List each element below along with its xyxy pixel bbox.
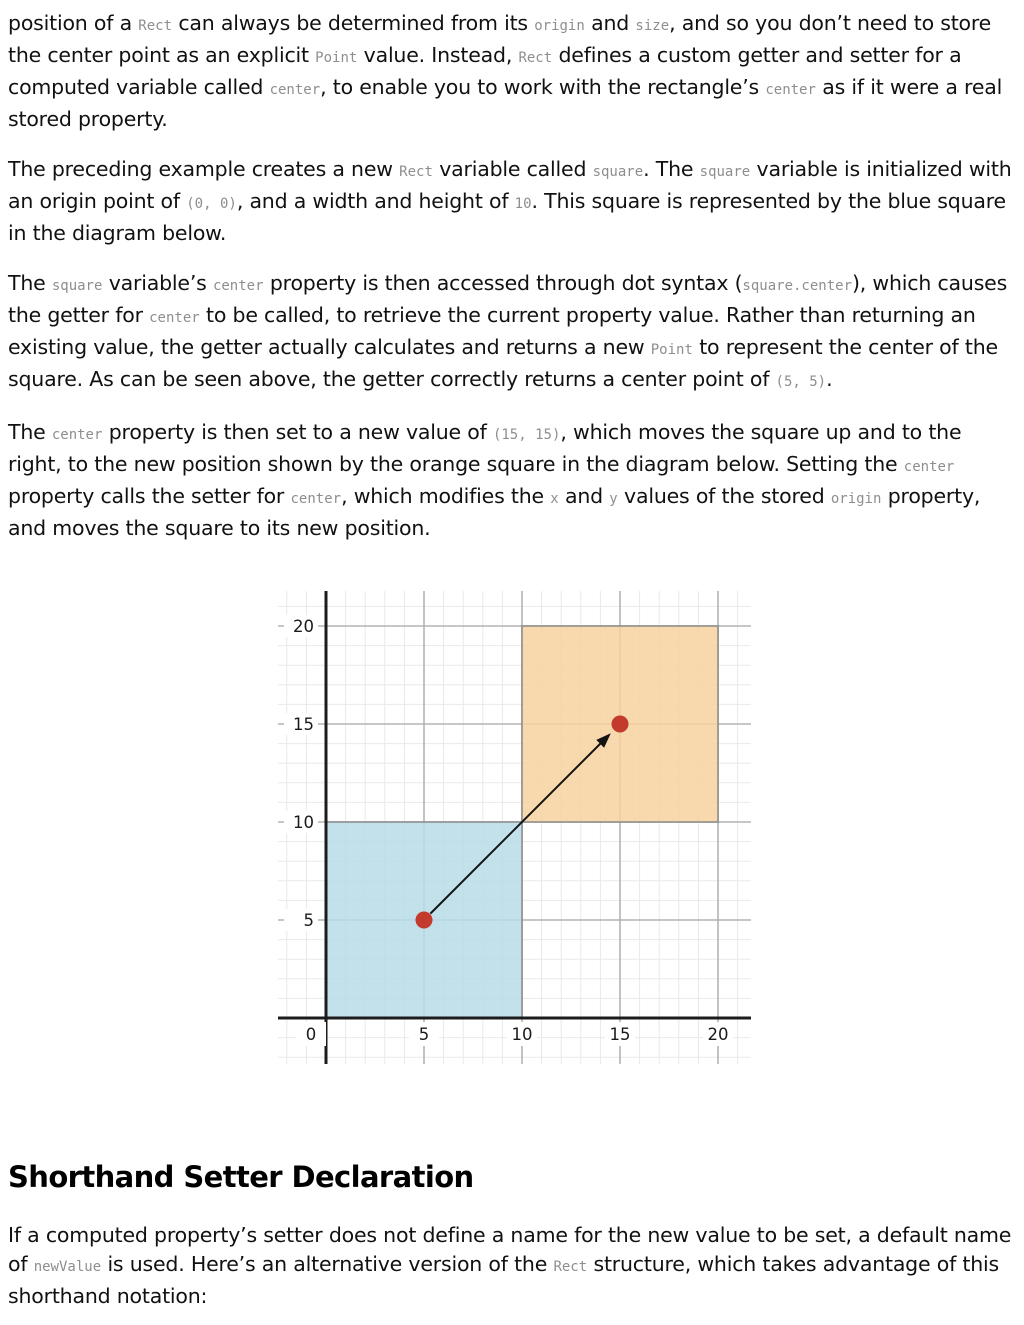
coordinate-diagram	[262, 571, 762, 1071]
article-body-bottom	[8, 1221, 1016, 1311]
y-tick-label: 15	[293, 715, 314, 734]
x-tick-label: 15	[609, 1025, 631, 1044]
text-run: The	[8, 271, 52, 295]
text-run: . This square is represented by the blue square in the diagram below.	[8, 189, 1006, 245]
code-span: Rect	[138, 18, 172, 34]
code-span: 10	[514, 196, 532, 212]
text-run: property is then accessed through dot syntax (	[263, 271, 743, 295]
code-span: square	[699, 164, 751, 180]
text-run: position of a	[8, 11, 139, 35]
code-span: Rect	[399, 164, 433, 180]
center-point-dot	[416, 912, 433, 929]
code-span: (0, 0)	[186, 196, 237, 212]
text-run: The preceding example creates a new	[8, 157, 400, 181]
paragraph	[8, 9, 1016, 134]
text-run: property calls the setter for	[8, 484, 291, 508]
coordinate-diagram-svg	[262, 571, 762, 1071]
text-run: ), which causes the getter for	[8, 271, 1008, 327]
code-span: Rect	[553, 1259, 588, 1275]
text-run: , which modifies the	[341, 484, 551, 508]
text-run: , which moves the square up and to the right, to the new position shown by the orange square in the diagram below. Setting the	[8, 420, 962, 476]
code-span: newValue	[33, 1259, 102, 1275]
text-run: If a computed property’s setter does not define a name for the new value to be set, a default name of	[8, 1223, 1012, 1276]
code-span: center	[51, 427, 103, 443]
paragraph	[8, 155, 1016, 248]
text-run: and	[558, 484, 610, 508]
text-run: , to enable you to work with the rectangle’s	[320, 75, 766, 99]
text-run: property, and moves the square to its new position.	[8, 484, 981, 540]
x-tick-label: 5	[418, 1025, 430, 1044]
text-run: and	[584, 11, 636, 35]
text-run: structure, which takes advantage of this shorthand notation:	[8, 1252, 1000, 1308]
code-span: center	[149, 310, 200, 326]
text-run: as if it were a real stored property.	[8, 75, 1003, 131]
text-run: defines a custom getter and setter for a computed variable called	[8, 43, 962, 99]
code-span: center	[290, 491, 342, 507]
text-run: variable is initialized with an origin point of	[8, 157, 1012, 213]
code-span: (5, 5)	[775, 374, 827, 390]
code-span: size	[635, 18, 670, 34]
text-run: is used. Here’s an alternative version of the	[101, 1252, 554, 1276]
code-span: y	[609, 491, 618, 507]
text-run: variable called	[432, 157, 593, 181]
text-run: , and a width and height of	[236, 189, 515, 213]
article-body-top	[8, 9, 1016, 543]
code-span: origin	[830, 491, 882, 507]
code-span: Rect	[518, 50, 553, 66]
code-span: center	[765, 82, 816, 98]
x-tick-label: 10	[511, 1025, 533, 1044]
text-run: to represent the center of the square. As can be seen above, the getter correctly returns a center point of	[8, 335, 998, 391]
code-span: square.center	[742, 278, 852, 294]
code-span: center	[269, 82, 321, 98]
text-run: can always be determined from its	[172, 11, 535, 35]
code-span: square	[592, 164, 644, 180]
x-tick-label: 0	[305, 1025, 317, 1044]
x-tick-label: 20	[707, 1025, 729, 1044]
text-run: , and so you don’t need to store the center point as an explicit	[8, 11, 992, 67]
section-heading: Shorthand Setter Declaration	[8, 1160, 474, 1194]
text-run: property is then set to a new value of	[102, 420, 493, 444]
paragraph	[8, 269, 1016, 397]
code-span: center	[212, 278, 264, 294]
code-span: x	[550, 491, 559, 507]
text-run: value. Instead,	[357, 43, 519, 67]
text-run: .	[826, 367, 833, 391]
center-point-dot	[612, 716, 629, 733]
text-run: values of the stored	[617, 484, 831, 508]
code-span: square	[51, 278, 103, 294]
code-span: origin	[534, 18, 585, 34]
text-run: . The	[643, 157, 700, 181]
paragraph	[8, 418, 1016, 543]
code-span: center	[903, 459, 955, 475]
code-span: Point	[650, 342, 693, 358]
code-span: (15, 15)	[492, 427, 561, 443]
paragraph	[8, 1221, 1016, 1311]
text-run: to be called, to retrieve the current property value. Rather than returning an existing value, the getter actually calculates and returns a new	[8, 303, 976, 359]
text-run: variable’s	[102, 271, 213, 295]
y-tick-label: 10	[293, 813, 314, 832]
y-tick-label: 5	[303, 911, 314, 930]
text-run: The	[8, 420, 52, 444]
code-span: Point	[315, 50, 358, 66]
y-tick-label: 20	[293, 617, 314, 636]
